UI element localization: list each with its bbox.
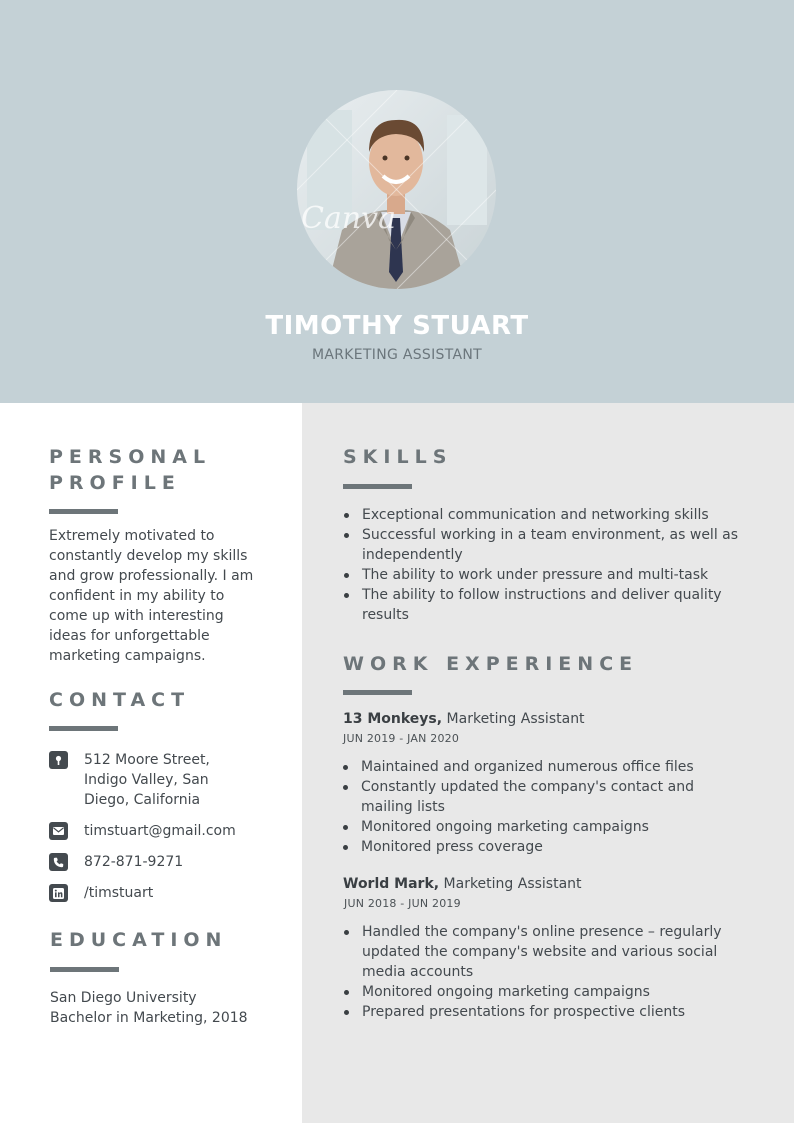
duty-item: [342, 777, 762, 817]
profile-line: Extremely motivated to: [49, 528, 215, 544]
job-1-role: Marketing Assistant: [446, 711, 585, 727]
skills-rule: [343, 484, 412, 489]
skill-line: Successful working in a team environment, as well as: [362, 527, 739, 543]
duty-item: [342, 837, 762, 857]
duty-line: mailing lists: [361, 799, 445, 815]
duty-line: Monitored press coverage: [361, 839, 543, 855]
profile-text: [49, 526, 279, 666]
skill-item: [343, 525, 763, 565]
duty-line: Constantly updated the company's contact and: [361, 779, 694, 795]
profile-heading-line2: PROFILE: [49, 472, 181, 494]
skill-item: [343, 505, 763, 525]
skill-line: Exceptional communication and networking skills: [362, 507, 709, 523]
job-2-duties: [343, 922, 763, 1022]
profile-line: come up with interesting: [49, 608, 224, 624]
duty-line: Prepared presentations for prospective clients: [362, 1004, 686, 1020]
contact-linkedin: [49, 883, 154, 902]
email-icon: [49, 822, 68, 840]
profile-line: ideas for unforgettable: [49, 628, 210, 644]
profile-line: and grow professionally. I am: [49, 568, 254, 584]
job-1-duties: [342, 757, 762, 857]
profile-line: confident in my ability to: [49, 588, 225, 604]
duty-item: [343, 982, 763, 1002]
skill-line: results: [362, 607, 409, 623]
profile-photo: [297, 90, 496, 289]
duty-line: Monitored ongoing marketing campaigns: [361, 819, 649, 835]
candidate-title: MARKETING ASSISTANT: [312, 347, 482, 363]
job-2-company: World Mark,: [343, 876, 440, 892]
duty-line: media accounts: [362, 964, 474, 980]
skill-item: [343, 585, 763, 625]
address-line: 512 Moore Street,: [84, 752, 210, 768]
job-2-role: Marketing Assistant: [443, 876, 582, 892]
education-text: [50, 988, 290, 1028]
phone-icon: [49, 853, 68, 871]
profile-photo-illustration: [297, 90, 496, 289]
skill-line: The ability to work under pressure and multi-task: [362, 567, 709, 583]
job-2-dates: JUN 2018 - JUN 2019: [344, 897, 461, 910]
duty-item: [342, 817, 762, 837]
profile-line: constantly develop my skills: [49, 548, 248, 564]
address-line: Indigo Valley, San: [84, 772, 209, 788]
candidate-name: TIMOTHY STUART: [265, 311, 529, 341]
duty-line: Handled the company's online presence – regularly: [362, 924, 722, 940]
photo-watermark: Canva: [301, 201, 396, 236]
experience-rule: [343, 690, 412, 695]
duty-item: [343, 922, 763, 982]
contact-phone: [49, 852, 184, 871]
experience-heading: WORK EXPERIENCE: [343, 653, 639, 675]
skills-list: [343, 505, 763, 625]
address-text: [84, 750, 210, 810]
skills-heading: SKILLS: [343, 446, 453, 468]
duty-item: [342, 757, 762, 777]
linkedin-icon: [49, 884, 68, 902]
contact-heading: CONTACT: [49, 689, 191, 711]
job-1-dates: JUN 2019 - JAN 2020: [343, 732, 460, 745]
profile-heading-line1: PERSONAL: [49, 446, 212, 468]
profile-rule: [49, 509, 118, 514]
email-link[interactable]: timstuart@gmail.com: [84, 823, 236, 839]
address-line: Diego, California: [84, 792, 201, 808]
duty-line: updated the company's website and various social: [362, 944, 718, 960]
duty-item: [343, 1002, 763, 1022]
phone-text: 872-871-9271: [84, 854, 184, 870]
job-2-header: [343, 876, 582, 892]
contact-email: [49, 821, 236, 840]
job-1-header: [343, 711, 585, 727]
contact-rule: [49, 726, 118, 731]
education-heading: EDUCATION: [50, 929, 228, 951]
skill-line: independently: [362, 547, 463, 563]
linkedin-link[interactable]: /timstuart: [84, 885, 154, 901]
header-band: [0, 0, 794, 403]
education-degree: Bachelor in Marketing, 2018: [50, 1010, 248, 1026]
education-rule: [50, 967, 119, 972]
duty-line: Monitored ongoing marketing campaigns: [362, 984, 650, 1000]
education-school: San Diego University: [50, 990, 197, 1006]
profile-line: marketing campaigns.: [49, 648, 206, 664]
duty-line: Maintained and organized numerous office files: [361, 759, 694, 775]
job-1-company: 13 Monkeys,: [343, 711, 443, 727]
skill-line: The ability to follow instructions and deliver quality: [362, 587, 722, 603]
profile-heading: [49, 444, 211, 496]
contact-address: [49, 750, 210, 808]
location-icon: [49, 751, 68, 769]
skill-item: [343, 565, 763, 585]
